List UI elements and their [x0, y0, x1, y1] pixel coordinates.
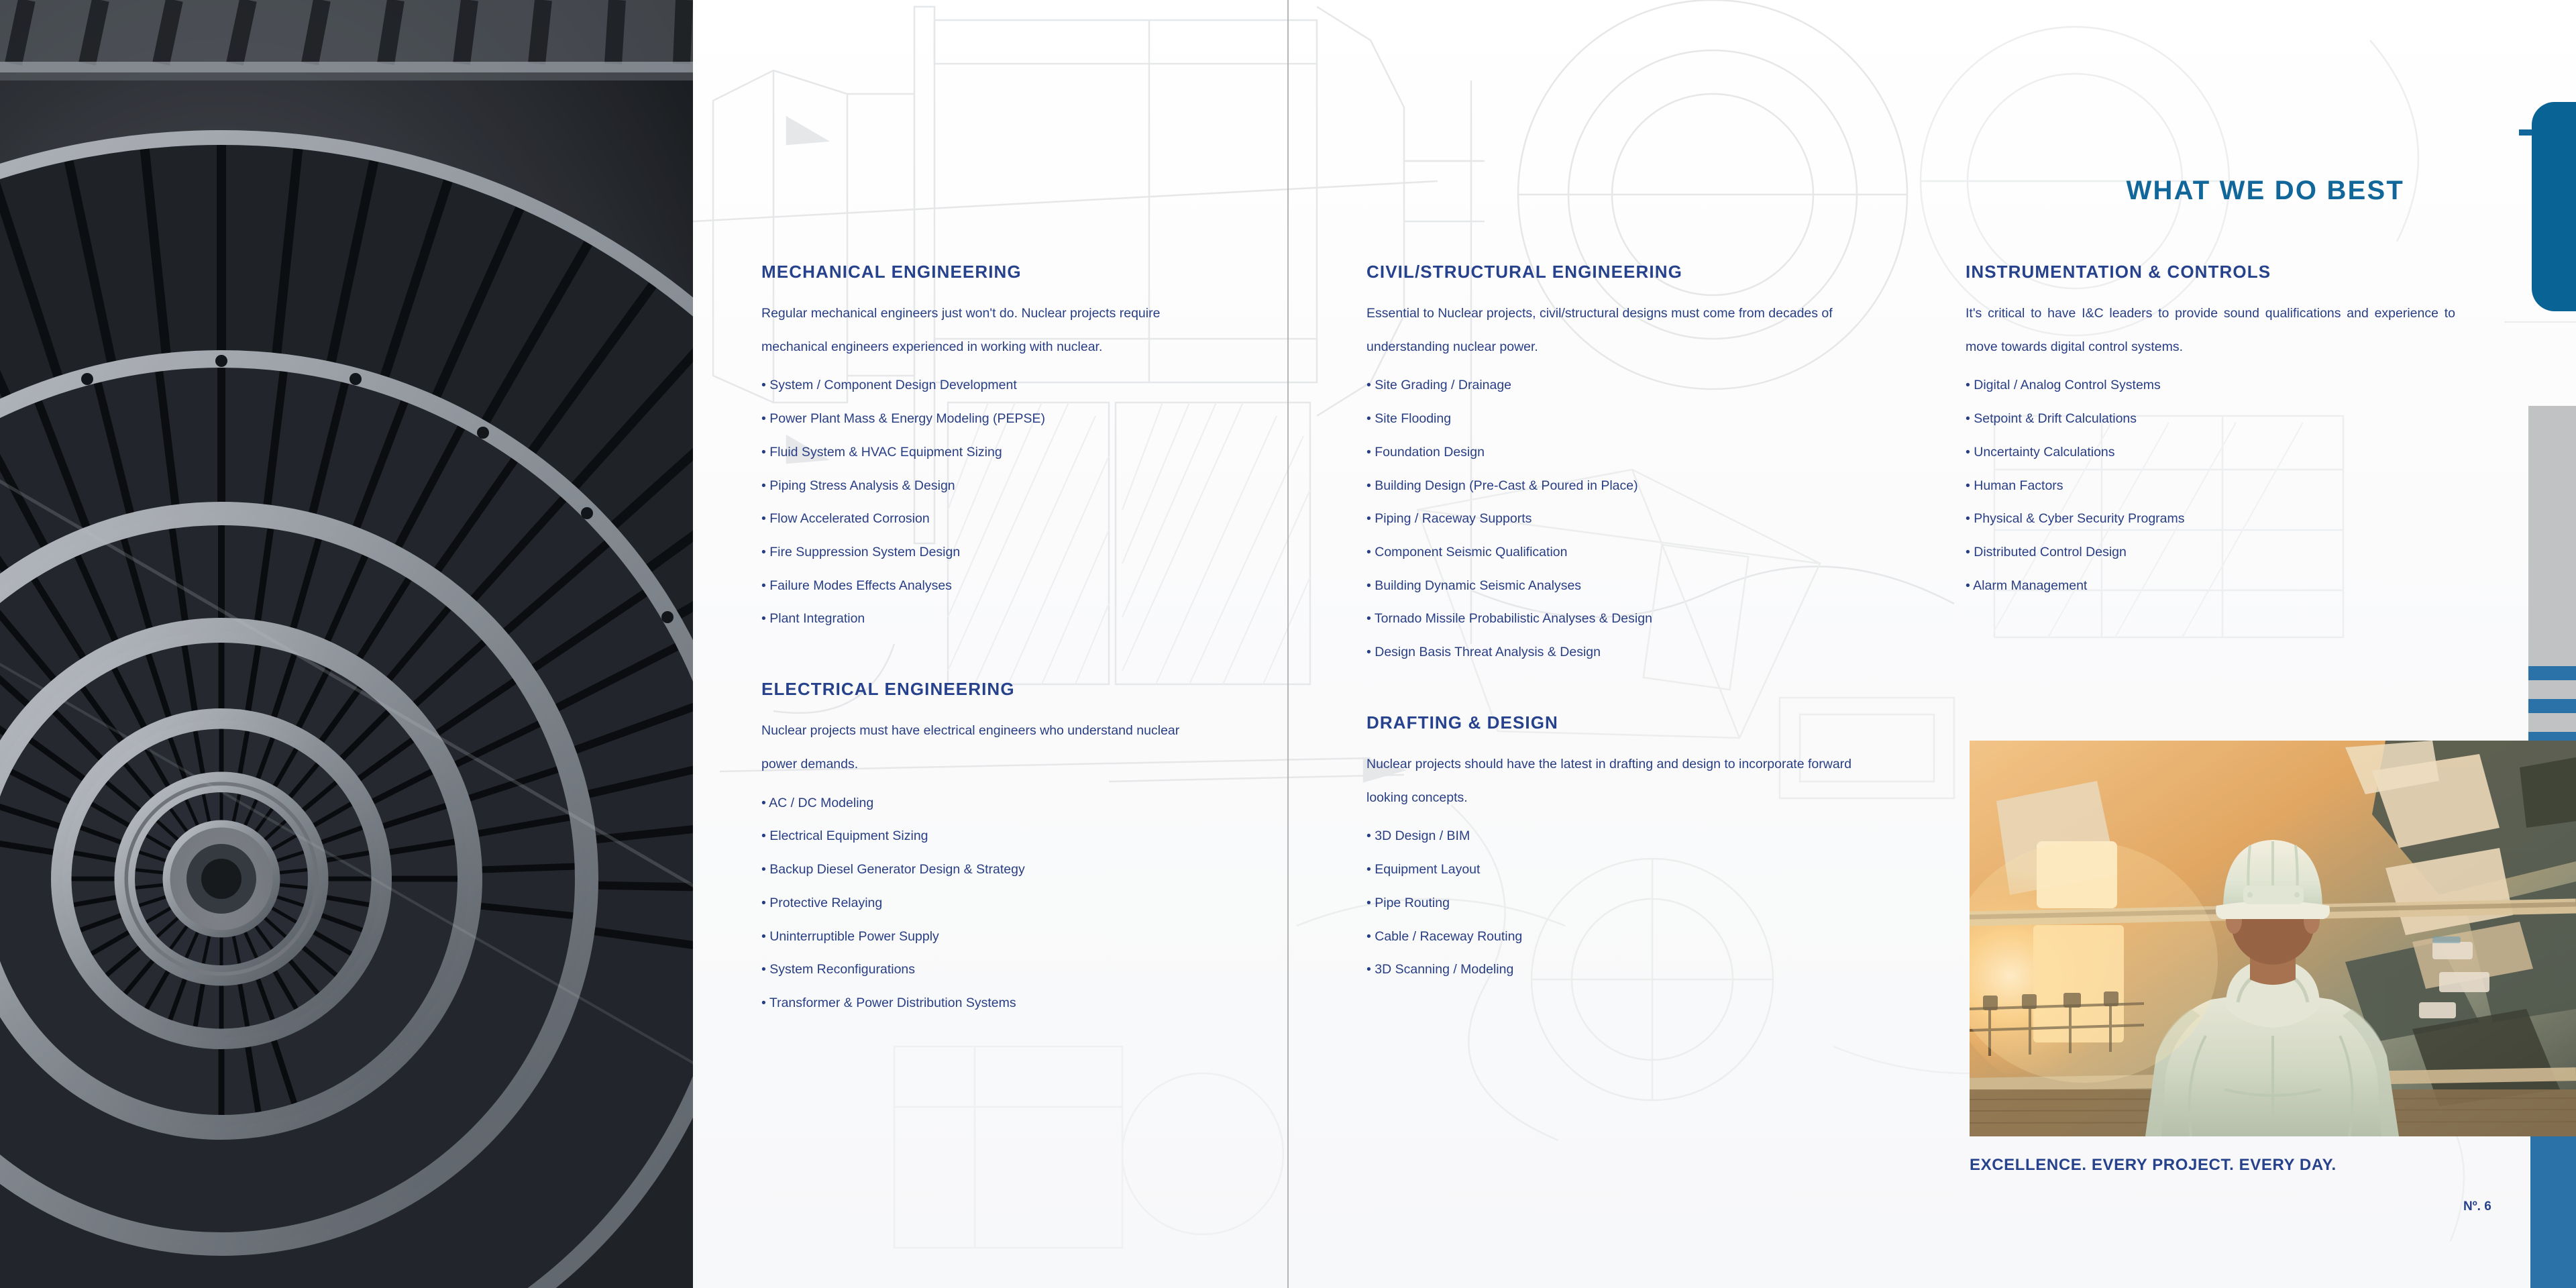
- edge-bar-bottom-blue: [2530, 1136, 2576, 1288]
- section-electrical-engineering: [761, 679, 1191, 1020]
- column-left: [761, 262, 1191, 1020]
- section-intro: Nuclear projects should have the latest in drafting and design to incorporate forward looking concepts.: [1366, 756, 1852, 805]
- list-item: • Setpoint & Drift Calculations: [1966, 402, 2455, 436]
- service-list: [1366, 820, 1876, 987]
- list-item: • Backup Diesel Generator Design & Strategy: [761, 853, 1191, 887]
- edge-tab-teal: [2532, 102, 2576, 311]
- list-item: • Flow Accelerated Corrosion: [761, 502, 1191, 536]
- list-item: • Design Basis Threat Analysis & Design: [1366, 636, 1876, 669]
- turbine-rotor-photo: [0, 0, 693, 1288]
- list-item: • Human Factors: [1966, 470, 2455, 503]
- accent-dash: [2519, 129, 2532, 136]
- list-item: • Site Flooding: [1366, 402, 1876, 436]
- list-item: • Piping / Raceway Supports: [1366, 502, 1876, 536]
- engineer-facility-icon: [1970, 741, 2576, 1136]
- page-title: WHAT WE DO BEST: [2126, 176, 2404, 205]
- section-title: INSTRUMENTATION & CONTROLS: [1966, 262, 2271, 282]
- page-number: Nº. 6: [2463, 1199, 2491, 1214]
- column-right: [1966, 262, 2455, 602]
- list-item: • Piping Stress Analysis & Design: [761, 470, 1191, 503]
- section-intro: Nuclear projects must have electrical engineers who understand nuclear power demands.: [761, 723, 1180, 771]
- list-item: • Uninterruptible Power Supply: [761, 920, 1191, 954]
- list-item: • Foundation Design: [1366, 436, 1876, 470]
- service-list: [761, 369, 1191, 636]
- list-item: • Tornado Missile Probabilistic Analyses & Design: [1366, 602, 1876, 636]
- list-item: • Component Seismic Qualification: [1366, 536, 1876, 570]
- list-item: • Transformer & Power Distribution Systems: [761, 987, 1191, 1020]
- section-mechanical-engineering: [761, 262, 1191, 636]
- list-item: • Electrical Equipment Sizing: [761, 820, 1191, 853]
- tagline: EXCELLENCE. EVERY PROJECT. EVERY DAY.: [1970, 1156, 2337, 1174]
- list-item: • Protective Relaying: [761, 887, 1191, 920]
- list-item: • 3D Scanning / Modeling: [1366, 953, 1876, 987]
- list-item: • AC / DC Modeling: [761, 787, 1191, 820]
- edge-tab-stripe: [2528, 699, 2576, 713]
- list-item: • Site Grading / Drainage: [1366, 369, 1876, 402]
- list-item: • System Reconfigurations: [761, 953, 1191, 987]
- section-intro: Regular mechanical engineers just won't do. Nuclear projects require mechanical engineers experienced in working with nuclear.: [761, 306, 1161, 354]
- section-title: MECHANICAL ENGINEERING: [761, 262, 1022, 282]
- list-item: • Cable / Raceway Routing: [1366, 920, 1876, 954]
- section-instrumentation-controls: [1966, 262, 2455, 602]
- edge-tab-gray: [2528, 406, 2576, 747]
- list-item: • Uncertainty Calculations: [1966, 436, 2455, 470]
- list-item: • Fluid System & HVAC Equipment Sizing: [761, 436, 1191, 470]
- list-item: • 3D Design / BIM: [1366, 820, 1876, 853]
- service-list: [1966, 369, 2455, 602]
- section-civil-structural-engineering: [1366, 262, 1876, 669]
- engineer-hardhat-photo: [1970, 741, 2576, 1136]
- turbine-spiral-icon: [0, 0, 693, 1288]
- column-middle: [1366, 262, 1876, 987]
- list-item: • Pipe Routing: [1366, 887, 1876, 920]
- list-item: • Digital / Analog Control Systems: [1966, 369, 2455, 402]
- list-item: • Building Dynamic Seismic Analyses: [1366, 570, 1876, 603]
- section-drafting-design: [1366, 712, 1876, 987]
- section-title: ELECTRICAL ENGINEERING: [761, 679, 1015, 700]
- section-intro: Essential to Nuclear projects, civil/structural designs must come from decades of understanding nuclear power.: [1366, 306, 1833, 354]
- list-item: • Building Design (Pre-Cast & Poured in Place): [1366, 470, 1876, 503]
- list-item: • Physical & Cyber Security Programs: [1966, 502, 2455, 536]
- list-item: • Power Plant Mass & Energy Modeling (PEPSE): [761, 402, 1191, 436]
- list-item: • Equipment Layout: [1366, 853, 1876, 887]
- section-title: CIVIL/STRUCTURAL ENGINEERING: [1366, 262, 1682, 282]
- list-item: • System / Component Design Development: [761, 369, 1191, 402]
- service-list: [1366, 369, 1876, 669]
- list-item: • Fire Suppression System Design: [761, 536, 1191, 570]
- list-item: • Failure Modes Effects Analyses: [761, 570, 1191, 603]
- list-item: • Plant Integration: [761, 602, 1191, 636]
- list-item: • Alarm Management: [1966, 570, 2455, 603]
- section-intro: It's critical to have I&C leaders to provide sound qualifications and experience to move towards digital control systems.: [1966, 306, 2455, 354]
- service-list: [761, 787, 1191, 1020]
- section-title: DRAFTING & DESIGN: [1366, 712, 1558, 733]
- edge-tab-stripe: [2528, 666, 2576, 680]
- list-item: • Distributed Control Design: [1966, 536, 2455, 570]
